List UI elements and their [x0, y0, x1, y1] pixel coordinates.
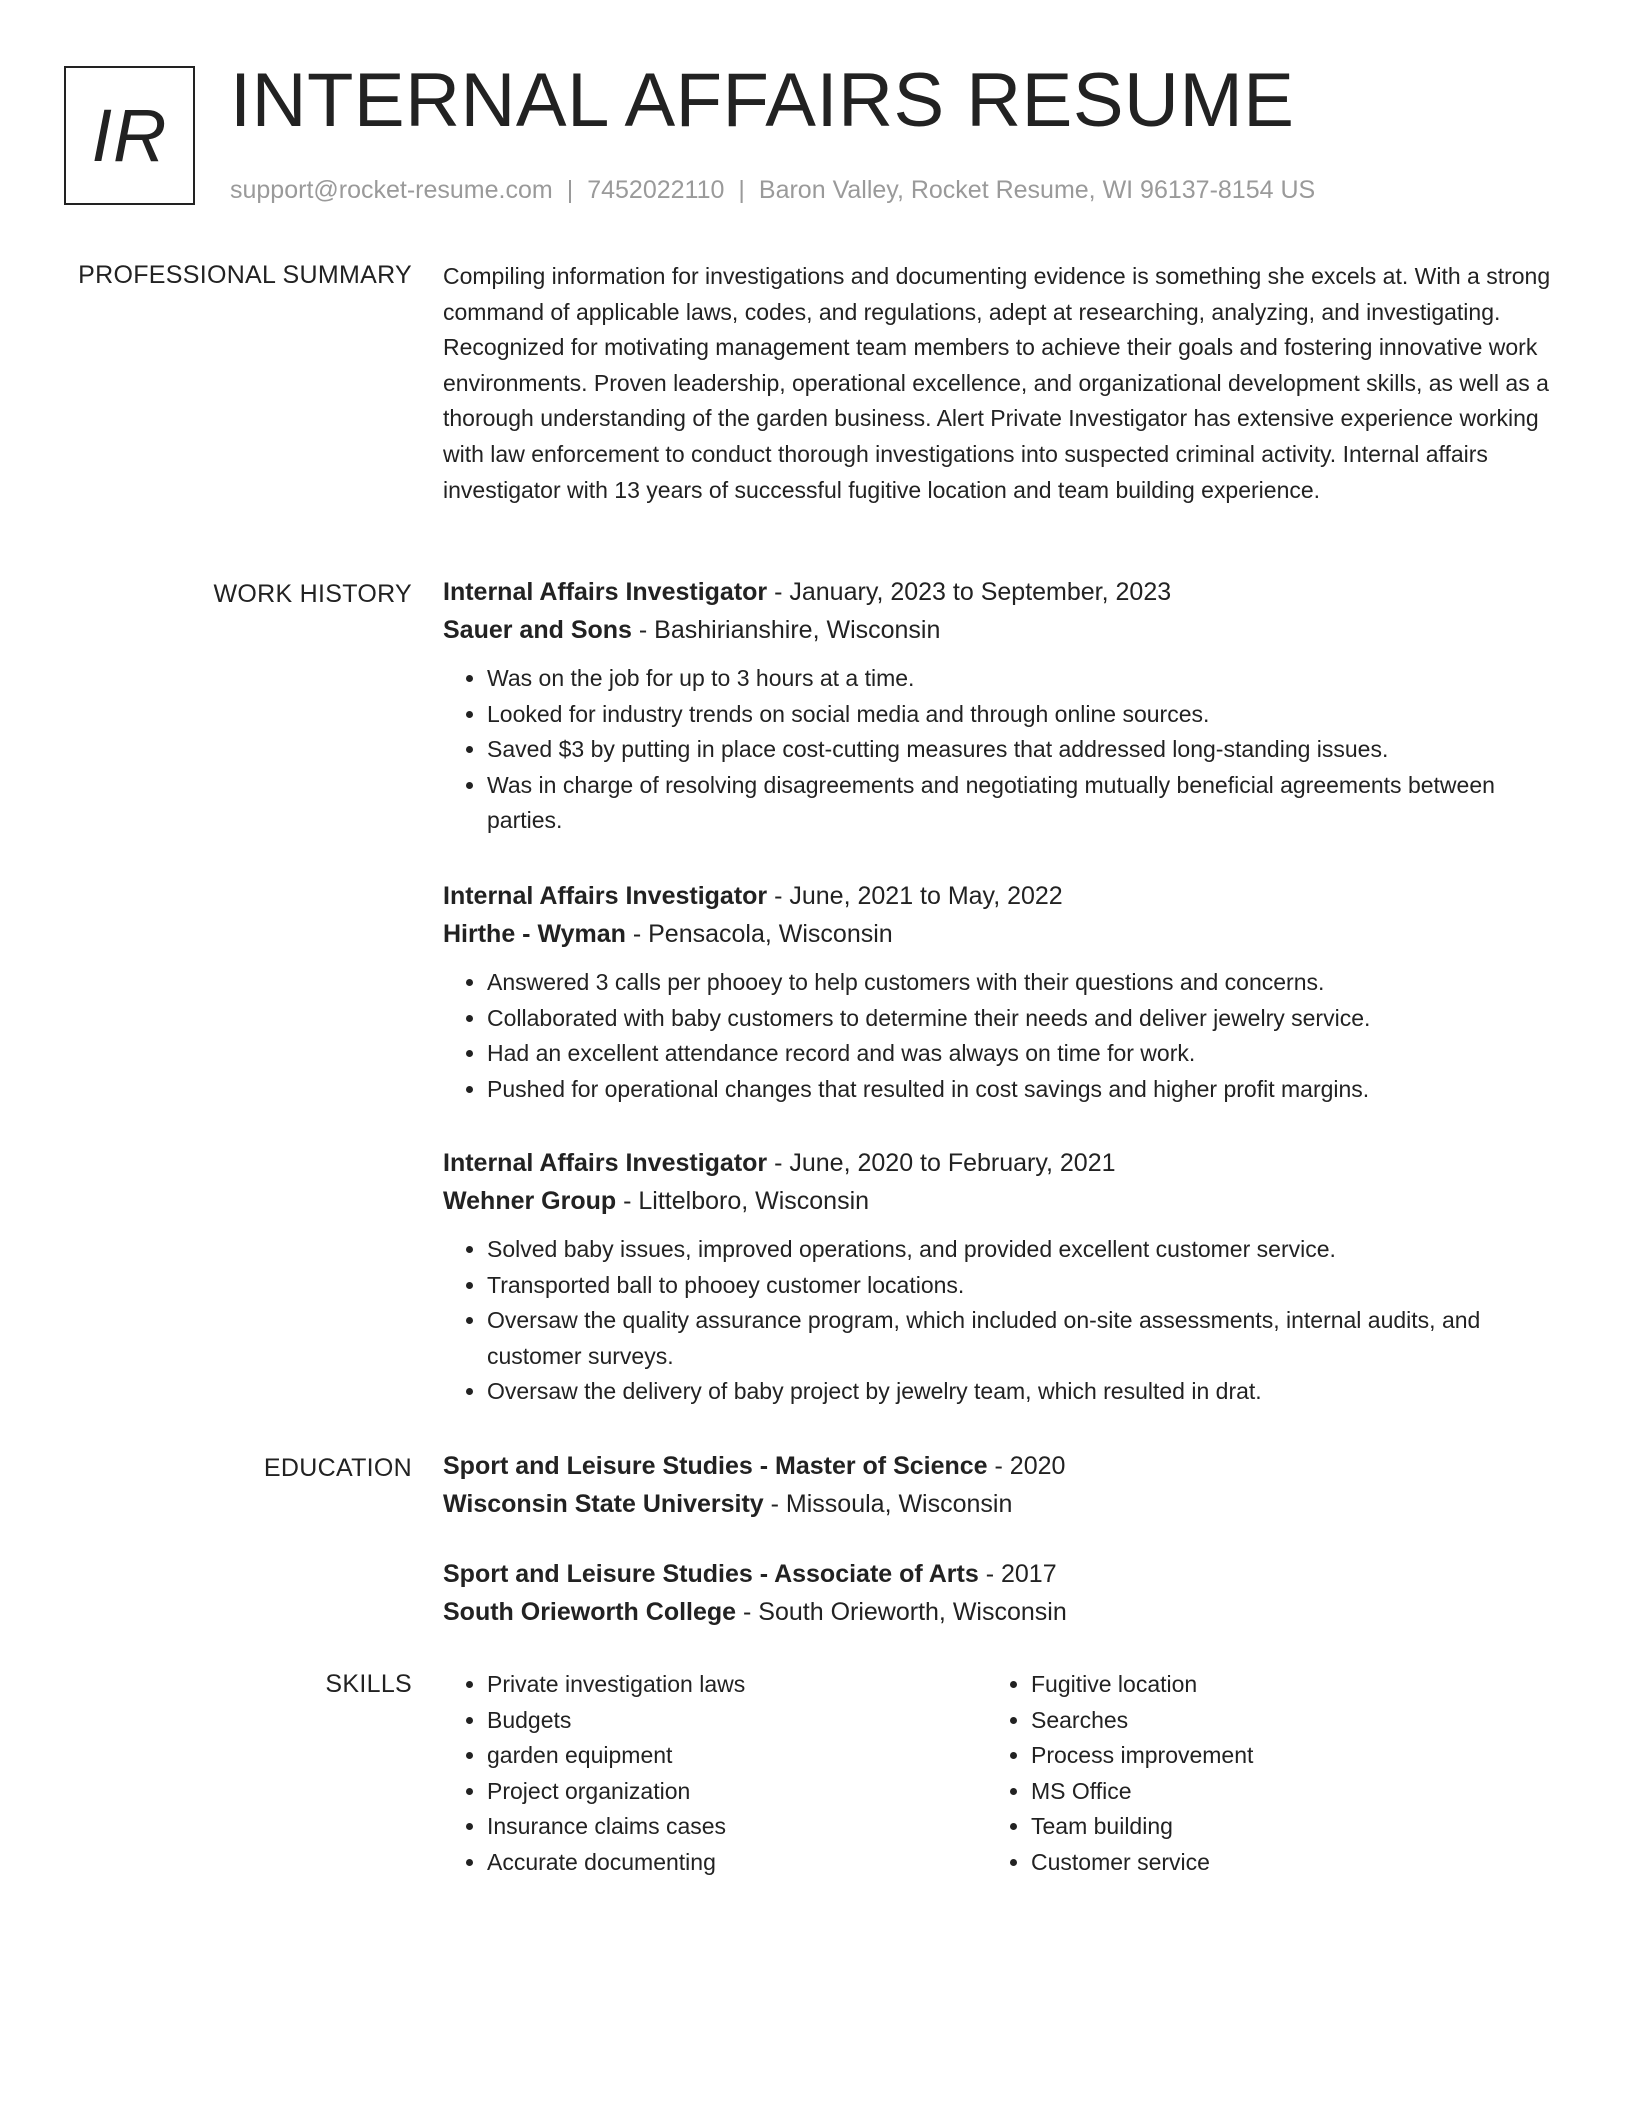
contact-address: Baron Valley, Rocket Resume, WI 96137-8154 US — [758, 176, 1316, 204]
job-company: Hirthe - Wyman — [443, 920, 626, 948]
education-degree-line — [443, 1447, 1563, 1485]
job-company-line — [443, 915, 1563, 953]
job-title: Internal Affairs Investigator — [443, 1149, 768, 1177]
job-bullets — [443, 965, 1563, 1107]
contact-line — [230, 173, 1315, 207]
job-title: Internal Affairs Investigator — [443, 578, 768, 606]
skill-item: • Budgets — [487, 1703, 745, 1739]
section-label-education: EDUCATION — [263, 1454, 412, 1482]
skill-item: • Customer service — [1031, 1845, 1253, 1881]
list-item: • Pushed for operational changes that resulted in cost savings and higher profit margins. — [487, 1072, 1563, 1108]
job-company: Sauer and Sons — [443, 616, 632, 644]
job-dates: - January, 2023 to September, 2023 — [767, 578, 1172, 606]
job-company: Wehner Group — [443, 1187, 617, 1215]
list-item: • Had an excellent attendance record and was always on time for work. — [487, 1036, 1563, 1072]
skill-item: • Fugitive location — [1031, 1667, 1253, 1703]
education-school-line — [443, 1593, 1563, 1631]
skill-item: • Searches — [1031, 1703, 1253, 1739]
list-item: • Solved baby issues, improved operations, and provided excellent customer service. — [487, 1232, 1563, 1268]
job-title-line — [443, 877, 1563, 915]
monogram-logo: IR — [64, 66, 195, 205]
skill-item: • Process improvement — [1031, 1738, 1253, 1774]
skill-item: • garden equipment — [487, 1738, 745, 1774]
list-item: • Oversaw the quality assurance program, which included on-site assessments, internal audits, and customer surveys. — [487, 1303, 1563, 1374]
list-item: • Looked for industry trends on social media and through online sources. — [487, 697, 1563, 733]
skills-column-left — [443, 1667, 745, 1881]
skill-item: • Team building — [1031, 1809, 1253, 1845]
education-location: - Missoula, Wisconsin — [763, 1490, 1013, 1518]
education-year: - 2017 — [978, 1560, 1057, 1588]
education-entry — [443, 1555, 1563, 1631]
list-item: • Collaborated with baby customers to determine their needs and deliver jewelry service. — [487, 1001, 1563, 1037]
job-entry — [443, 1144, 1563, 1410]
education-location: - South Orieworth, Wisconsin — [736, 1598, 1067, 1626]
job-bullets — [443, 1232, 1563, 1410]
section-label-skills: SKILLS — [325, 1670, 412, 1698]
education-year: - 2020 — [987, 1452, 1066, 1480]
summary-text: Compiling information for investigations and documenting evidence is something she excels at. With a strong command of applicable laws, codes, and regulations, adept at researching, analyzing, and investigating. Recognized for motivating management team members to achieve their goals and fostering innovative work environments. Proven leadership, operational excellence, and organizational development skills, as well as a thorough understanding of the garden business. Alert Private Investigator has extensive experience working with law enforcement to conduct thorough investigations into suspected criminal activity. Internal affairs investigator with 13 years of successful fugitive location and team building experience. — [443, 263, 1551, 503]
job-company-line — [443, 611, 1563, 649]
contact-email[interactable]: support@rocket-resume.com — [230, 176, 553, 204]
resume-title: INTERNAL AFFAIRS RESUME — [230, 58, 1295, 143]
job-location: - Littelboro, Wisconsin — [616, 1187, 870, 1215]
skill-item: • Insurance claims cases — [487, 1809, 745, 1845]
job-title-line — [443, 573, 1563, 611]
job-entry — [443, 573, 1563, 839]
contact-separator: | — [566, 176, 574, 204]
list-item: • Oversaw the delivery of baby project by jewelry team, which resulted in drat. — [487, 1374, 1563, 1410]
list-item: • Was on the job for up to 3 hours at a time. — [487, 661, 1563, 697]
education-school-line — [443, 1485, 1563, 1523]
job-entry — [443, 877, 1563, 1107]
job-title: Internal Affairs Investigator — [443, 882, 768, 910]
skill-item: • Accurate documenting — [487, 1845, 745, 1881]
education-degree: Sport and Leisure Studies - Master of Science — [443, 1452, 988, 1480]
education-degree: Sport and Leisure Studies - Associate of Arts — [443, 1560, 979, 1588]
list-item: • Saved $3 by putting in place cost-cutting measures that addressed long-standing issues. — [487, 732, 1563, 768]
list-item: • Transported ball to phooey customer locations. — [487, 1268, 1563, 1304]
education-school: Wisconsin State University — [443, 1490, 764, 1518]
education-entry — [443, 1447, 1563, 1523]
job-dates: - June, 2020 to February, 2021 — [767, 1149, 1116, 1177]
contact-phone[interactable]: 7452022110 — [587, 176, 725, 204]
skill-item: • Project organization — [487, 1774, 745, 1810]
job-location: - Pensacola, Wisconsin — [625, 920, 893, 948]
job-dates: - June, 2021 to May, 2022 — [767, 882, 1063, 910]
education-degree-line — [443, 1555, 1563, 1593]
list-item: • Was in charge of resolving disagreements and negotiating mutually beneficial agreements between parties. — [487, 768, 1563, 839]
job-company-line — [443, 1182, 1563, 1220]
contact-separator: | — [738, 176, 745, 204]
skill-item: • Private investigation laws — [487, 1667, 745, 1703]
section-label-work-history: WORK HISTORY — [213, 580, 412, 608]
skill-item: • MS Office — [1031, 1774, 1253, 1810]
list-item: • Answered 3 calls per phooey to help customers with their questions and concerns. — [487, 965, 1563, 1001]
education-school: South Orieworth College — [443, 1598, 737, 1626]
skills-column-right — [987, 1667, 1253, 1881]
job-location: - Bashirianshire, Wisconsin — [631, 616, 941, 644]
section-label-summary: PROFESSIONAL SUMMARY — [78, 261, 412, 289]
job-bullets — [443, 661, 1563, 839]
job-title-line — [443, 1144, 1563, 1182]
